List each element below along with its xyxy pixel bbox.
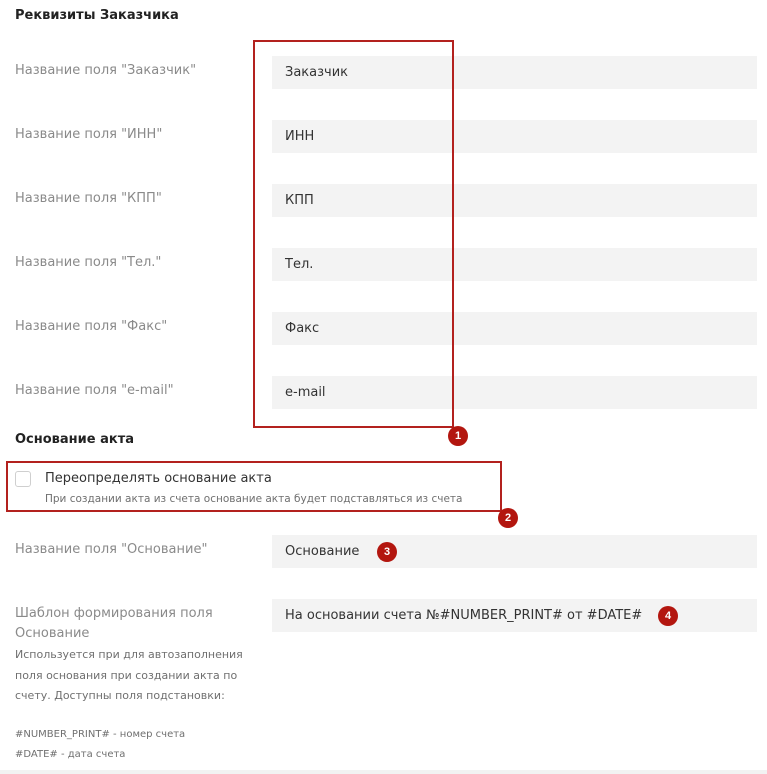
marker-2: 2 <box>498 508 518 528</box>
bottom-divider <box>0 770 767 774</box>
kpp-input[interactable]: КПП <box>272 184 757 217</box>
phone-input[interactable]: Тел. <box>272 248 757 281</box>
inn-input[interactable]: ИНН <box>272 120 757 153</box>
template-var-date: #DATE# - дата счета <box>15 749 126 760</box>
basis-field-label: Название поля "Основание" <box>15 542 208 557</box>
highlight-frame-1 <box>253 40 454 428</box>
act-section-title: Основание акта <box>15 432 135 447</box>
basis-input-value: Основание <box>285 544 360 559</box>
customer-name-input[interactable]: Заказчик <box>272 56 757 89</box>
fax-field-label: Название поля "Факс" <box>15 319 168 334</box>
template-field-label: Шаблон формирования поля Основание <box>15 606 213 641</box>
override-basis-label[interactable]: Переопределять основание акта <box>45 471 272 486</box>
inn-field-label: Название поля "ИНН" <box>15 127 163 142</box>
marker-3: 3 <box>377 542 397 562</box>
template-input-value: На основании счета №#NUMBER_PRINT# от #DATE# <box>285 608 643 623</box>
marker-1: 1 <box>448 426 468 446</box>
template-var-number: #NUMBER_PRINT# - номер счета <box>15 729 186 740</box>
kpp-field-label: Название поля "КПП" <box>15 191 162 206</box>
fax-input[interactable]: Факс <box>272 312 757 345</box>
email-input[interactable]: e-mail <box>272 376 757 409</box>
template-field-hint: Используется при для автозаполнения поля основания при создании акта по счету. Доступны поля подстановки: <box>15 648 243 702</box>
marker-4: 4 <box>658 606 678 626</box>
customer-field-label: Название поля "Заказчик" <box>15 63 197 78</box>
template-input[interactable] <box>272 599 757 632</box>
customer-section-title: Реквизиты Заказчика <box>15 8 179 23</box>
email-field-label: Название поля "e-mail" <box>15 383 174 398</box>
override-basis-description: При создании акта из счета основание акта будет подставляться из счета <box>45 493 463 505</box>
phone-field-label: Название поля "Тел." <box>15 255 162 270</box>
highlight-frame-2 <box>6 461 502 512</box>
basis-input[interactable] <box>272 535 757 568</box>
